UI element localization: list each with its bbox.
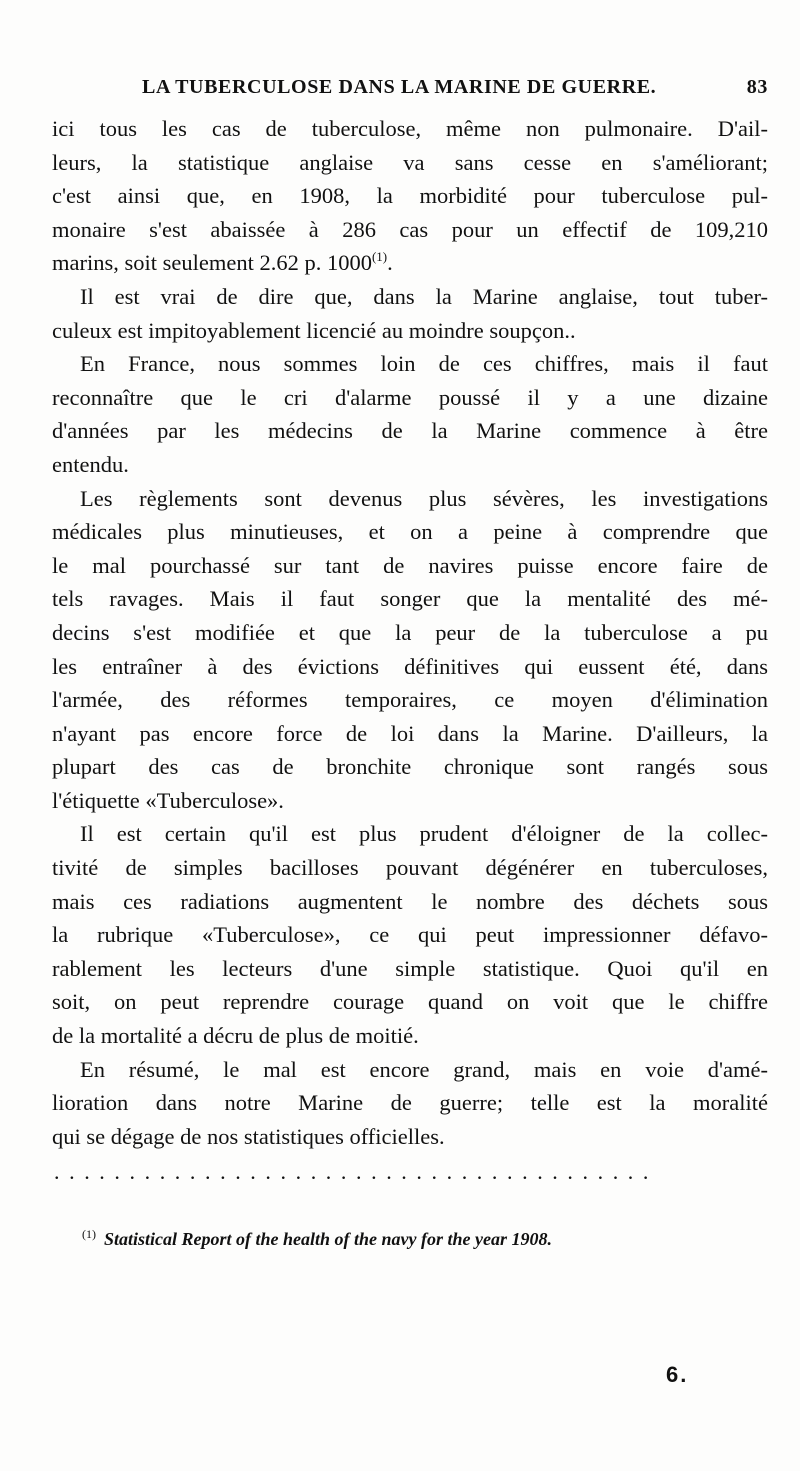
- text-line: mais ces radiations augmentent le nombre des déchets sous: [52, 888, 768, 914]
- running-title: LA TUBERCULOSE DANS LA MARINE DE GUERRE.: [142, 76, 657, 98]
- page-header: [52, 70, 768, 106]
- text-line: la rubrique «Tuberculose», ce qui peut impressionner défavo-: [52, 922, 768, 948]
- text-line: n'ayant pas encore force de loi dans la Marine. D'ailleurs, la: [52, 720, 768, 746]
- text-line: leurs, la statistique anglaise va sans cesse en s'améliorant;: [52, 149, 768, 175]
- text-line-content: marins, soit seulement 2.62 p. 1000: [52, 250, 372, 276]
- text-line: plupart des cas de bronchite chronique sont rangés sous: [52, 754, 768, 780]
- footnote-reference: (1): [371, 249, 388, 265]
- dotted-separator: ........................................: [54, 1160, 658, 1184]
- paragraph-start-line: En France, nous sommes loin de ces chiffres, mais il faut: [80, 351, 768, 377]
- text-line: qui se dégage de nos statistiques officielles.: [52, 1123, 445, 1149]
- page-number: 83: [746, 76, 768, 98]
- footnote-marker: (1): [82, 1227, 96, 1241]
- body-text: [52, 112, 768, 1153]
- text-line: entendu.: [52, 451, 129, 477]
- paragraph-start-line: Il est vrai de dire que, dans la Marine anglaise, tout tuber-: [80, 283, 768, 309]
- paragraph-start-line: Il est certain qu'il est plus prudent d'éloigner de la collec-: [80, 821, 768, 847]
- text-line: reconnaître que le cri d'alarme poussé il y a une dizaine: [52, 384, 768, 410]
- text-line: le mal pourchassé sur tant de navires puisse encore faire de: [52, 552, 768, 578]
- text-line: decins s'est modifiée et que la peur de la tuberculose a pu: [52, 619, 768, 645]
- text-line: [52, 246, 768, 280]
- text-line: de la mortalité a décru de plus de moitié.: [52, 1023, 419, 1049]
- paragraph-start-line: En résumé, le mal est encore grand, mais en voie d'amé-: [80, 1056, 768, 1082]
- text-line: rablement les lecteurs d'une simple statistique. Quoi qu'il en: [52, 955, 768, 981]
- text-line: ici tous les cas de tuberculose, même non pulmonaire. D'ail-: [52, 116, 768, 141]
- text-line: les entraîner à des évictions définitives qui eussent été, dans: [52, 653, 768, 679]
- text-line: lioration dans notre Marine de guerre; telle est la moralité: [52, 1090, 768, 1116]
- text-line: tels ravages. Mais il faut songer que la mentalité des mé-: [52, 586, 768, 612]
- text-line: c'est ainsi que, en 1908, la morbidité pour tuberculose pul-: [52, 183, 768, 209]
- text-line: monaire s'est abaissée à 286 cas pour un effectif de 109,210: [52, 216, 768, 242]
- footnote: [82, 1227, 762, 1250]
- text-line: médicales plus minutieuses, et on a peine à comprendre que: [52, 519, 768, 545]
- footnote-reference-suffix: .: [387, 250, 393, 276]
- text-line: soit, on peut reprendre courage quand on voit que le chiffre: [52, 989, 768, 1015]
- text-line: tivité de simples bacilloses pouvant dégénérer en tuberculoses,: [52, 855, 768, 881]
- text-line: l'armée, des réformes temporaires, ce moyen d'élimination: [52, 687, 768, 713]
- footnote-text: Statistical Report of the health of the navy for the year 1908.: [104, 1229, 552, 1249]
- paragraph-start-line: Les règlements sont devenus plus sévères, les investigations: [80, 485, 768, 511]
- text-line: l'étiquette «Tuberculose».: [52, 787, 284, 813]
- text-line: d'années par les médecins de la Marine commence à être: [52, 418, 768, 444]
- signature-mark: 6.: [666, 1362, 689, 1387]
- text-line: culeux est impitoyablement licencié au moindre soupçon..: [52, 317, 576, 343]
